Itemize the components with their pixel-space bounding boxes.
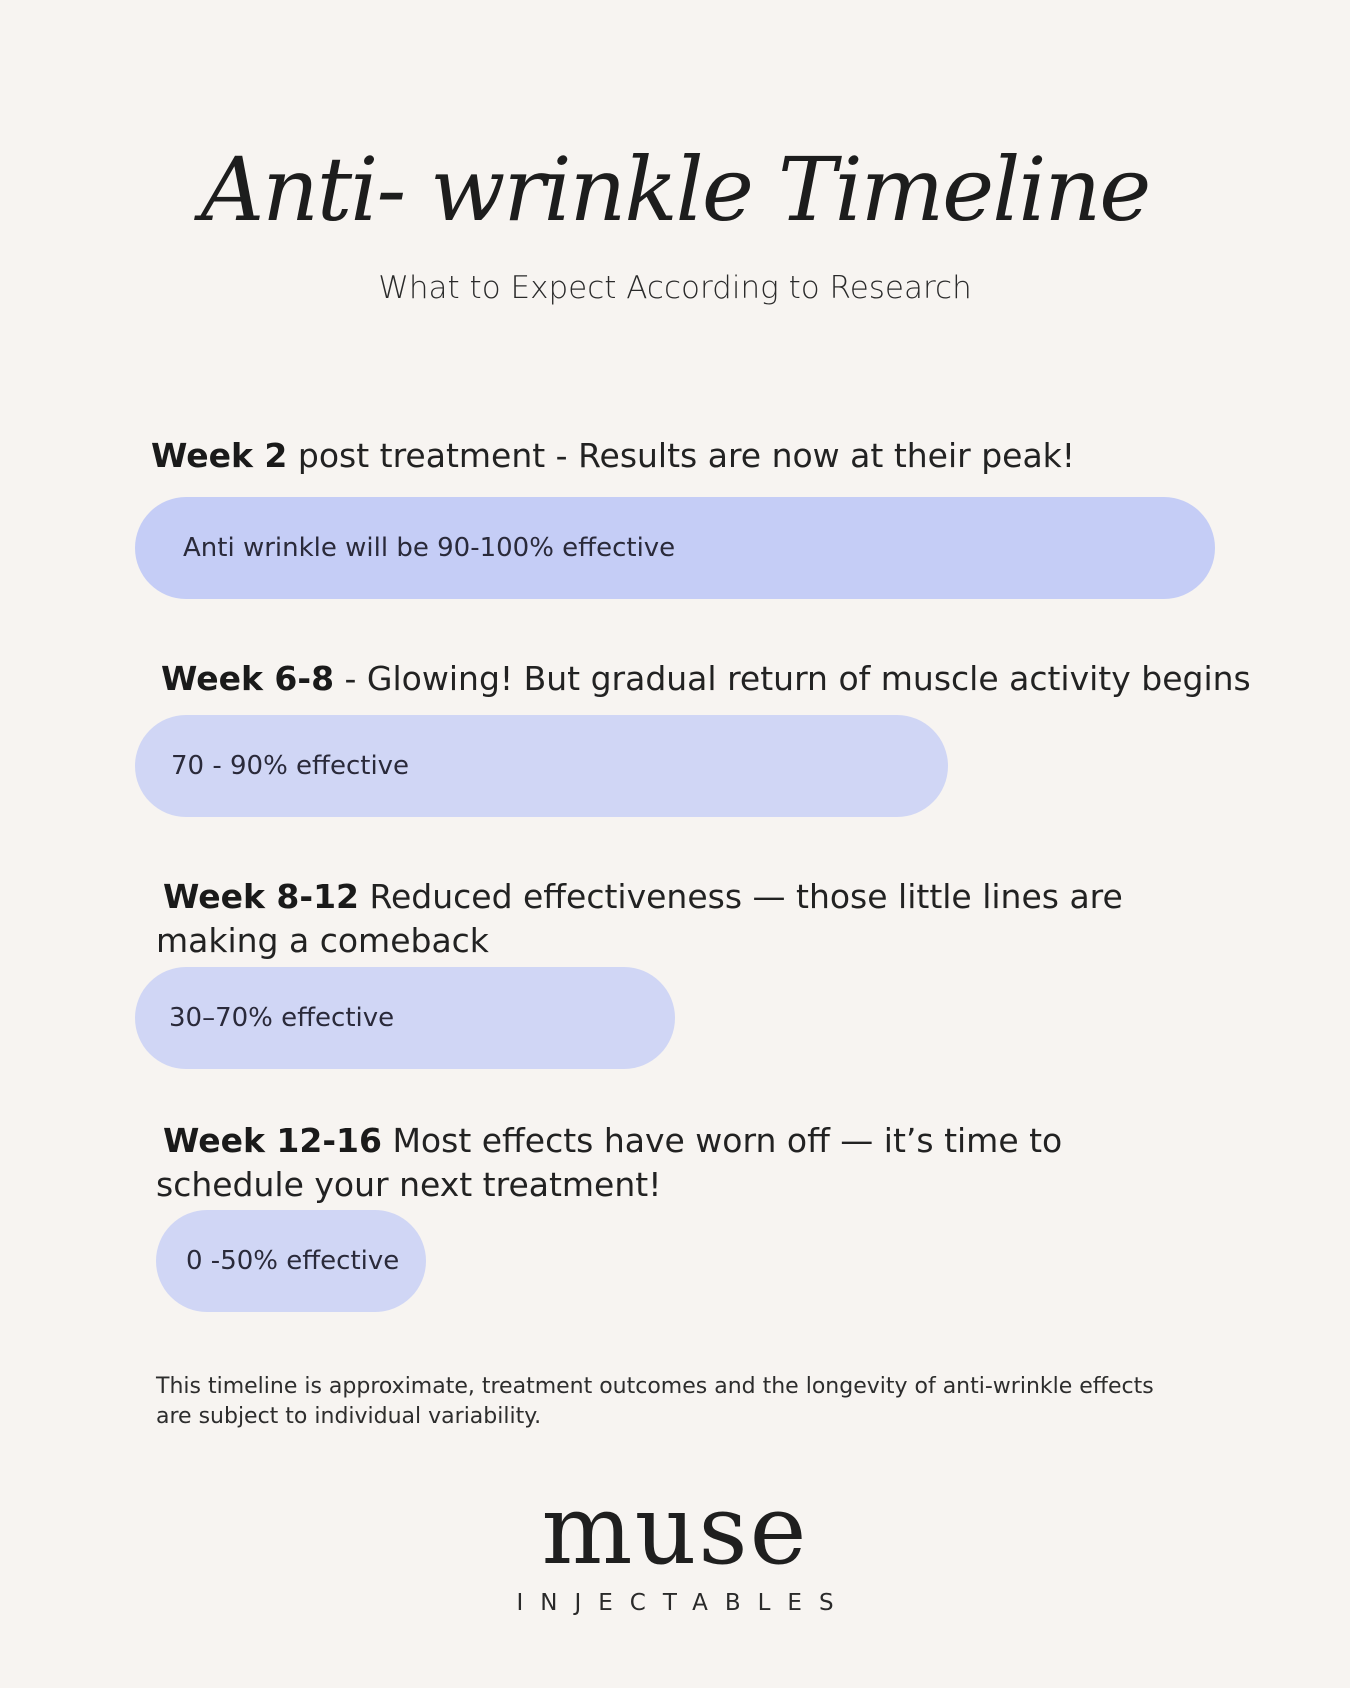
effectiveness-bar xyxy=(135,497,1215,599)
stage-week-label: Week 12-16 xyxy=(163,1121,382,1160)
stage-week-label: Week 6-8 xyxy=(161,659,335,698)
stage-heading-week-6-8 xyxy=(161,657,1261,701)
effectiveness-bar xyxy=(156,1210,426,1312)
brand-tagline: INJECTABLES xyxy=(516,1590,851,1616)
stage-heading-week-2 xyxy=(151,434,1211,478)
stage-description: Reduced effectiveness — those little lines are making a comeback xyxy=(156,877,1123,960)
page-subtitle: What to Expect According to Research xyxy=(378,270,972,306)
stage-heading-week-12-16 xyxy=(156,1119,1216,1207)
page-title: Anti- wrinkle Timeline xyxy=(200,138,1150,241)
stage-description: post treatment - Results are now at their peak! xyxy=(287,436,1076,475)
effectiveness-label: 0 -50% effective xyxy=(186,1246,400,1276)
effectiveness-label: 70 - 90% effective xyxy=(171,751,410,781)
stage-week-label: Week 2 xyxy=(151,436,288,475)
brand-logo xyxy=(0,1474,1350,1616)
effectiveness-bar xyxy=(135,967,675,1069)
brand-name: muse xyxy=(541,1474,809,1586)
effectiveness-label: 30–70% effective xyxy=(169,1003,395,1033)
disclaimer-text: This timeline is approximate, treatment outcomes and the longevity of anti-wrinkle effects are subject to individual variability. xyxy=(156,1374,1154,1429)
stage-heading-week-8-12 xyxy=(156,875,1236,963)
effectiveness-label: Anti wrinkle will be 90-100% effective xyxy=(183,533,676,563)
stage-description: Most effects have worn off — it’s time to schedule your next treatment! xyxy=(156,1121,1063,1204)
effectiveness-bar xyxy=(135,715,948,817)
stage-description: - Glowing! But gradual return of muscle activity begins xyxy=(334,659,1251,698)
stage-week-label: Week 8-12 xyxy=(163,877,360,916)
